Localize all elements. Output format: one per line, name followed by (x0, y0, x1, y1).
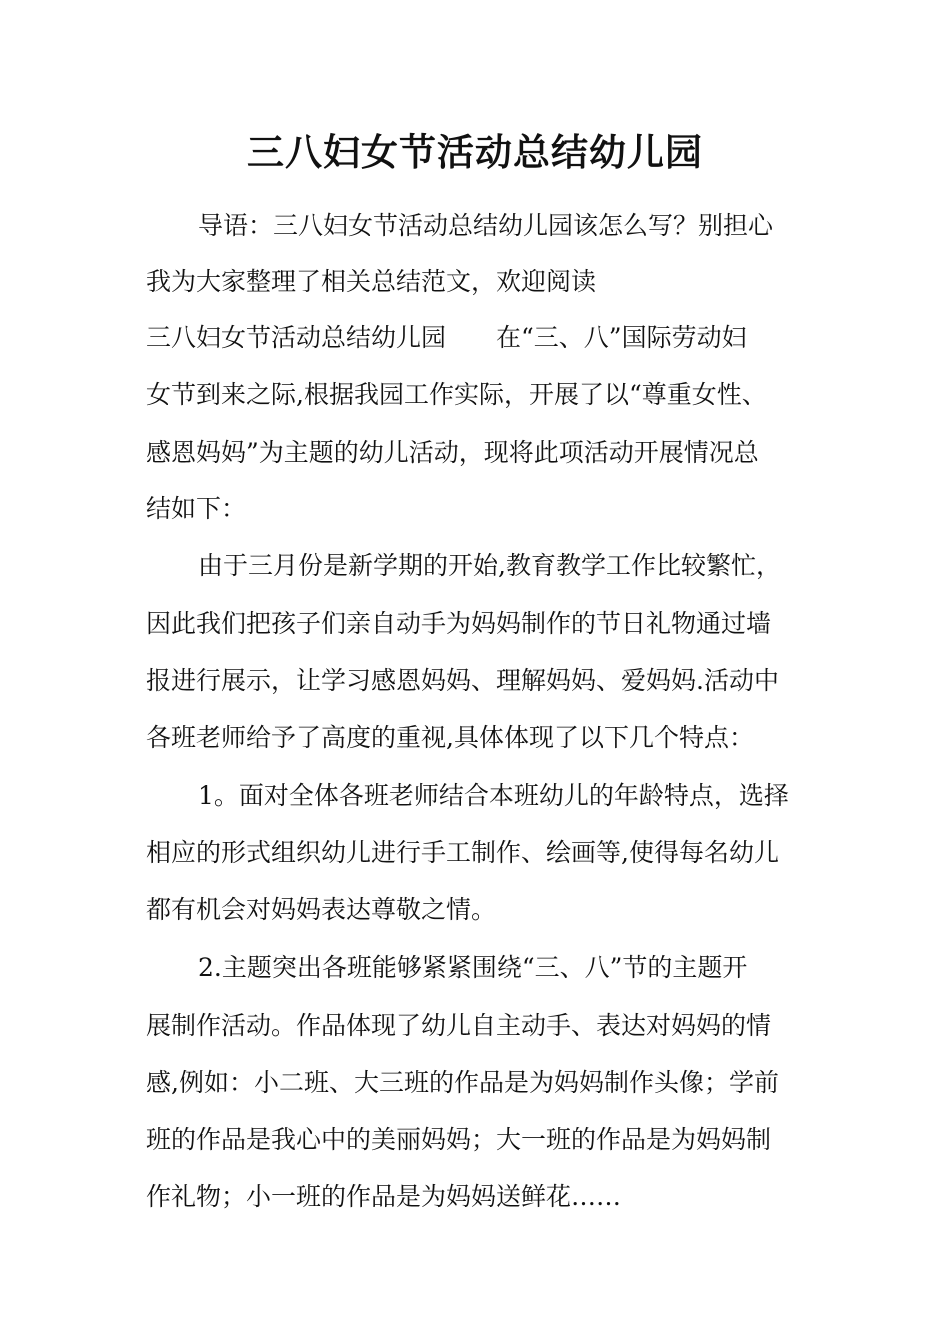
paragraph-line: 三八妇女节活动总结幼儿园 在“三、八”国际劳动妇 (146, 323, 747, 352)
document-title: 三八妇女节活动总结幼儿园 (247, 130, 703, 174)
paragraph-line: 因此我们把孩子们亲自动手为妈妈制作的节日礼物通过墙 (146, 609, 772, 638)
paragraph-line: 都有机会对妈妈表达尊敬之情。 (146, 895, 497, 924)
paragraph-line: 由于三月份是新学期的开始,教育教学工作比较繁忙， (198, 551, 781, 580)
paragraph-line: 感恩妈妈”为主题的幼儿活动，现将此项活动开展情况总 (146, 438, 759, 467)
paragraph-line: 各班老师给予了高度的重视,具体体现了以下几个特点： (146, 723, 754, 752)
paragraph-line: 2.主题突出各班能够紧紧围绕“三、八”节的主题开 (198, 953, 748, 982)
paragraph-line: 结如下： (146, 494, 247, 523)
paragraph-line: 作礼物；小一班的作品是为妈妈送鲜花…… (146, 1182, 622, 1211)
paragraph-line: 相应的形式组织幼儿进行手工制作、绘画等,使得每名幼儿 (146, 838, 779, 867)
paragraph-line: 导语：三八妇女节活动总结幼儿园该怎么写？别担心 (198, 211, 774, 240)
paragraph-line: 感,例如：小二班、大三班的作品是为妈妈制作头像；学前 (146, 1068, 779, 1097)
paragraph-line: 女节到来之际,根据我园工作实际，开展了以“尊重女性、 (146, 380, 767, 409)
paragraph-line: 展制作活动。作品体现了幼儿自主动手、表达对妈妈的情 (146, 1011, 772, 1040)
paragraph-line: 报进行展示，让学习感恩妈妈、理解妈妈、爱妈妈.活动中 (146, 666, 779, 695)
paragraph-line: 班的作品是我心中的美丽妈妈；大一班的作品是为妈妈制 (146, 1125, 772, 1154)
paragraph-line: 1。面对全体各班老师结合本班幼儿的年龄特点，选择 (198, 781, 789, 810)
paragraph-line: 我为大家整理了相关总结范文，欢迎阅读 (146, 267, 597, 296)
